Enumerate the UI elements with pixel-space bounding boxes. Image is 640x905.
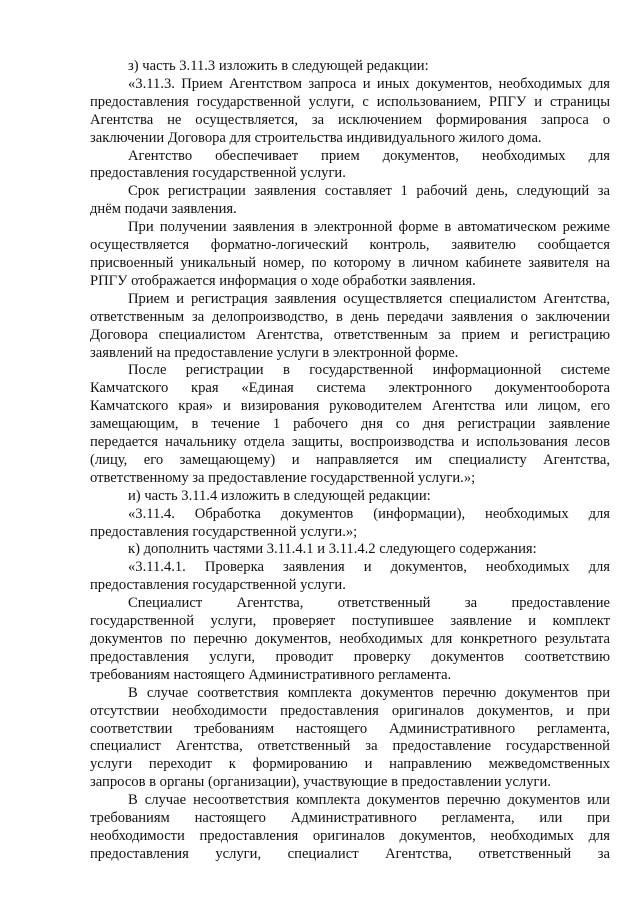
paragraph (90, 792, 610, 864)
paragraph-line: государственной услуги, проверяет поступившее заявление и комплект (90, 613, 610, 630)
paragraph-line: Договора специалистом Агентства, ответственным за прием и регистрацию (90, 326, 610, 343)
paragraph-line: отсутствии необходимости предоставления оригиналов документов, и при (90, 702, 610, 719)
paragraph-line: соответствии требованиям настоящего Административного регламента, (90, 720, 610, 737)
paragraph-line: Агентство обеспечивает прием документов, необходимых для (128, 147, 610, 164)
paragraph (90, 219, 610, 291)
paragraph-line: Специалист Агентства, ответственный за предоставление (128, 595, 610, 612)
paragraph-line: днём подачи заявления. (90, 201, 237, 218)
paragraph-line: к) дополнить частями 3.11.4.1 и 3.11.4.2 следующего содержания: (128, 541, 537, 558)
paragraph-line: требованиям настоящего Административного регламента. (90, 666, 452, 683)
paragraph (90, 148, 610, 184)
paragraph-line: Прием и регистрация заявления осуществляется специалистом Агентства, (128, 290, 610, 307)
paragraph-line: документов по перечню документов, необходимых для конкретного результата (90, 631, 610, 647)
paragraph (90, 559, 610, 595)
paragraph-line: «3.11.4.1. Проверка заявления и документов, необходимых для (128, 559, 610, 576)
paragraph-line: Агентства не осуществляется, за исключением формирования запроса о (90, 111, 610, 128)
paragraph-line: услуги переходит к формированию и направлению межведомственных (90, 756, 610, 773)
paragraph-line: необходимости предоставления оригиналов документов, необходимых для (90, 827, 610, 844)
paragraph (90, 541, 610, 559)
paragraph (90, 506, 610, 542)
paragraph-line: Камчатского края «Единая система электронного документооборота (90, 380, 610, 397)
paragraph (90, 76, 610, 148)
paragraph-line: предоставления государственной услуги, с использованием, РПГУ и страницы (90, 93, 610, 110)
document-page (90, 58, 610, 864)
paragraph-line: предоставления государственной услуги. (90, 165, 346, 182)
paragraph-line: «3.11.3. Прием Агентством запроса и иных документов, необходимых для (128, 75, 610, 92)
paragraph-line: предоставления государственной услуги. (90, 577, 346, 594)
paragraph-line: После регистрации в государственной информационной системе (128, 362, 610, 379)
paragraph-line: запросов в органы (организации), участвующие в предоставлении услуги. (90, 774, 551, 791)
paragraph-line: ответственным за делопроизводство, в день передачи заявления о заключении (90, 308, 610, 325)
paragraph (90, 183, 610, 219)
paragraph (90, 58, 610, 76)
paragraph (90, 488, 610, 506)
paragraph-line: ответственному за предоставление государственной услуги.»; (90, 469, 476, 486)
paragraph-line: При получении заявления в электронной форме в автоматическом режиме (128, 219, 610, 236)
paragraph-line: осуществляется форматно-логический контроль, заявителю сообщается (90, 237, 610, 254)
paragraph-line: требованиям настоящего Административного регламента, или при (90, 810, 610, 827)
paragraph-line: передается начальнику отдела защиты, воспроизводства и использования лесов (90, 434, 610, 451)
paragraph-line: заявлений на предоставление услуги в электронной форме. (90, 344, 459, 361)
paragraph-line: з) часть 3.11.3 изложить в следующей редакции: (128, 58, 429, 74)
paragraph-line: Камчатского края» и визирования руководителем Агентства или лицом, его (90, 398, 610, 415)
paragraph-line: РПГУ отображается информация о ходе обработки заявления. (90, 272, 476, 289)
paragraph-line: В случае соответствия комплекта документов перечню документов при (128, 684, 610, 701)
paragraph (90, 291, 610, 363)
paragraph-line: (лицу, его замещающему) и направляется им специалисту Агентства, (90, 451, 610, 468)
paragraph-line: присвоенный уникальный номер, по которому в личном кабинете заявителя на (90, 254, 610, 271)
paragraph-line: заключении Договора для строительства индивидуального жилого дома. (90, 129, 542, 146)
paragraph-line: предоставления услуги, проводит проверку документов соответствию (90, 648, 610, 665)
paragraph-line: предоставления государственной услуги.»; (90, 523, 358, 540)
paragraph (90, 685, 610, 792)
paragraph-line: специалист Агентства, ответственный за предоставление государственной (90, 738, 610, 755)
paragraph-line: предоставления услуги, специалист Агентства, ответственный за (90, 845, 610, 862)
paragraph (90, 362, 610, 487)
paragraph-line: замещающим, в течение 1 рабочего дня со дня регистрации заявление (90, 416, 610, 433)
paragraph-line: В случае несоответствия комплекта документов перечню документов или (128, 792, 610, 809)
paragraph-line: и) часть 3.11.4 изложить в следующей редакции: (128, 487, 431, 504)
paragraph-line: Срок регистрации заявления составляет 1 рабочий день, следующий за (128, 183, 610, 200)
paragraph (90, 595, 610, 685)
paragraph-line: «3.11.4. Обработка документов (информации), необходимых для (128, 505, 610, 522)
